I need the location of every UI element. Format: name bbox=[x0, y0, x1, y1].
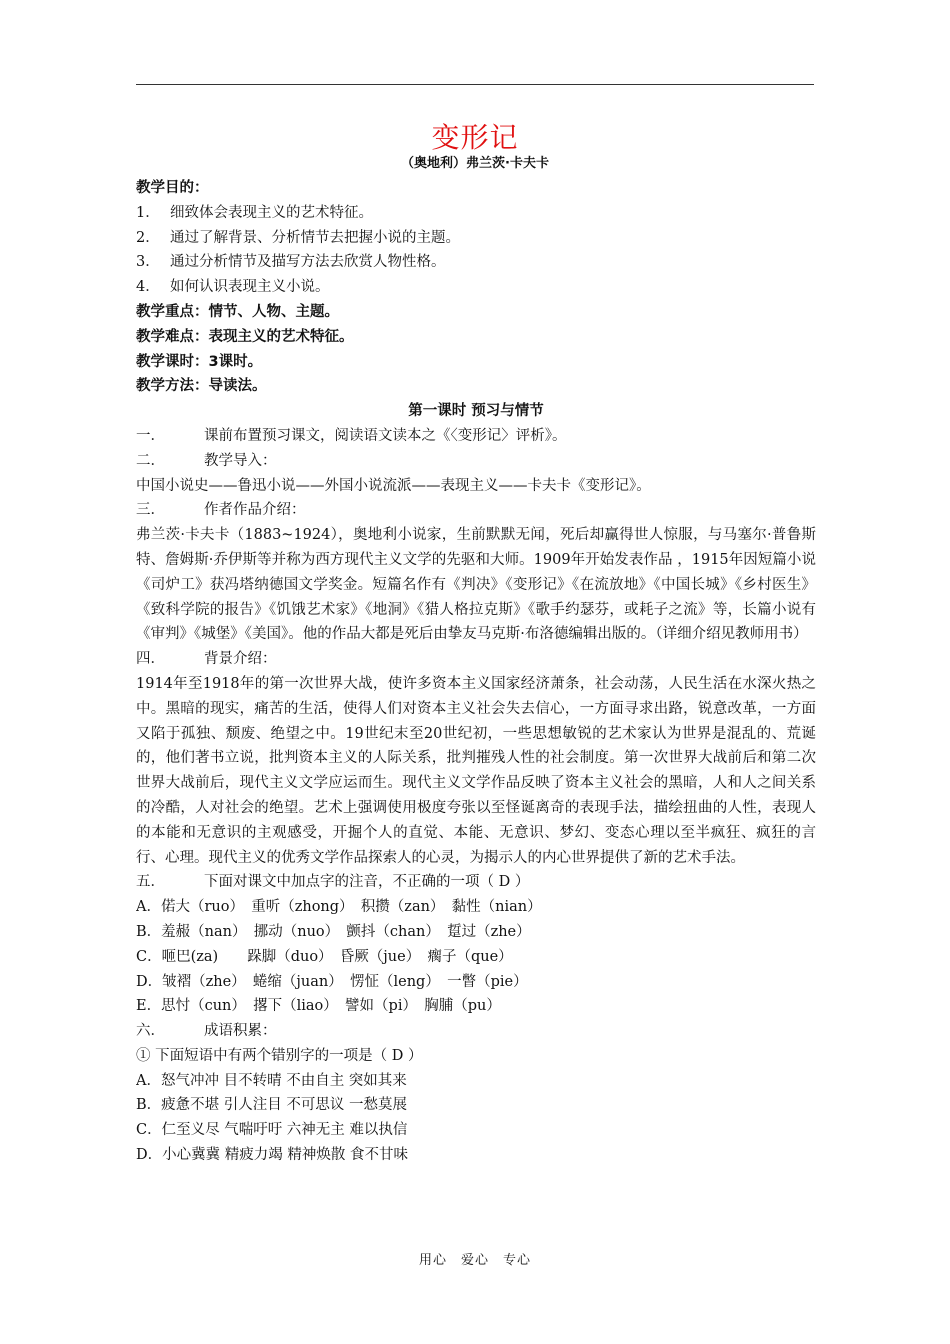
section-number: 三． bbox=[136, 502, 165, 519]
page-footer: 用心 爱心 专心 bbox=[418, 1253, 531, 1268]
section-text: 课前布置预习课文，阅读语文读本之《〈变形记〉评析》。 bbox=[204, 427, 567, 444]
section-number: 四． bbox=[136, 651, 165, 668]
meta-label: 教学难点： bbox=[136, 328, 209, 345]
meta-label: 教学方法： bbox=[136, 378, 209, 395]
meta-method bbox=[136, 374, 816, 399]
meta-value: 情节、人物、主题。 bbox=[208, 303, 339, 320]
section-4-body: 1914年至1918年的第一次世界大战，使许多资本主义国家经济萧条，社会动荡，人民生活在水深火热之中。黑暗的现实，痛苦的生活，使得人们对资本主义社会失去信心，一方面寻求出路，锐意改革，一方面又陷于孤独、颓废、绝望之中。19世纪末至20世纪初，一些思想敏锐的艺术家认为世界是混乱的、荒诞的，他们著书立说，批判资本主义的人际关系，批判摧残人性的社会制度。第一次世界大战前后和第二次世界大战前后，现代主义文学应运而生。现代主义文学作品反映了资本主义社会的黑暗，人和人之间关系的冷酷，人对社会的绝望。艺术上强调使用极度夸张以至怪诞离奇的表现手法，描绘扭曲的人性，表现人的本能和无意识的主观感受，开掘个人的直觉、本能、无意识、梦幻、变态心理以至半疯狂、疯狂的言行、心理。现代主义的优秀文学作品探索人的心灵，为揭示人的内心世界提供了新的艺术手法。 bbox=[136, 675, 816, 866]
question-option: A．偌大（ruo） 重听（zhong） 积攒（zan） 黏性（nian） bbox=[136, 899, 542, 916]
question-option: B．疲惫不堪 引人注目 不可思议 一愁莫展 bbox=[136, 1097, 407, 1114]
document-subtitle: （奥地利）弗兰茨·卡夫卡 bbox=[401, 156, 549, 171]
meta-difficulty bbox=[136, 325, 816, 350]
section-text: 成语积累： bbox=[204, 1023, 277, 1040]
section-number: 五． bbox=[136, 874, 165, 891]
question-option: C．仁至义尽 气喘吁吁 六神无主 难以执信 bbox=[136, 1122, 408, 1139]
header-rule bbox=[136, 84, 814, 85]
goal-text: 通过分析情节及描写方法去欣赏人物性格。 bbox=[170, 254, 446, 271]
section-6 bbox=[136, 1019, 816, 1044]
section-4 bbox=[136, 647, 816, 672]
question-option: C．咂巴(za) 跺脚（duo） 昏厥（jue） 瘸子（que） bbox=[136, 948, 513, 965]
section-3 bbox=[136, 498, 816, 523]
meta-value: 3课时。 bbox=[208, 353, 263, 370]
goal-number: 3． bbox=[136, 254, 160, 271]
goal-text: 如何认识表现主义小说。 bbox=[170, 279, 330, 296]
section-text: 下面对课文中加点字的注音，不正确的一项（ D ） bbox=[204, 874, 530, 891]
section-text: 作者作品介绍： bbox=[204, 502, 306, 519]
question-option: D．小心冀冀 精疲力竭 精神焕散 食不甘味 bbox=[136, 1147, 408, 1164]
goal-text: 细致体会表现主义的艺术特征。 bbox=[170, 204, 373, 221]
question-option: A．怒气冲冲 目不转晴 不由自主 突如其来 bbox=[136, 1072, 407, 1089]
meta-label: 教学重点： bbox=[136, 303, 209, 320]
lesson-heading: 第一课时 预习与情节 bbox=[408, 403, 544, 420]
goal-text: 通过了解背景、分析情节去把握小说的主题。 bbox=[170, 229, 460, 246]
question-option: D．皱褶（zhe） 蜷缩（juan） 愣怔（leng） 一瞥（pie） bbox=[136, 973, 528, 990]
goal-number: 2． bbox=[136, 229, 160, 246]
meta-value: 表现主义的艺术特征。 bbox=[208, 328, 354, 345]
section-number: 六． bbox=[136, 1023, 165, 1040]
section-5 bbox=[136, 870, 816, 895]
section-text: 教学导入： bbox=[204, 452, 277, 469]
goal-item bbox=[136, 250, 816, 275]
question-option: B．羞赧（nan） 挪动（nuo） 颤抖（chan） 踅过（zhe） bbox=[136, 923, 531, 940]
section-number: 一． bbox=[136, 427, 165, 444]
section-3-body: 弗兰茨·卡夫卡（1883~1924），奥地利小说家，生前默默无闻，死后却赢得世人惊服，与马塞尔·普鲁斯特、詹姆斯·乔伊斯等并称为西方现代主义文学的先驱和大师。1909年开始发表作品 ，1915年因短篇小说《司炉工》获冯塔纳德国文学奖金。短篇名作有《判决》《变形记》《在流放地》《中国长城》《乡村医生》《致科学院的报告》《饥饿艺术家》《地洞》《猎人格拉克斯》《歌手约瑟芬，或耗子之流》等，长篇小说有《审判》《城堡》《美国》。他的作品大都是死后由挚友马克斯·布洛德编辑出版的。（详细介绍见教师用书） bbox=[136, 527, 816, 643]
question-option: E．思忖（cun） 撂下（liao） 譬如（pi） 胸脯（pu） bbox=[136, 998, 501, 1015]
meta-label: 教学课时： bbox=[136, 353, 209, 370]
goal-item bbox=[136, 226, 816, 251]
goal-item bbox=[136, 275, 816, 300]
document-title: 变形记 bbox=[431, 121, 519, 154]
goal-number: 4． bbox=[136, 279, 160, 296]
document-body bbox=[136, 176, 816, 1168]
goal-item bbox=[136, 201, 816, 226]
section-1 bbox=[136, 424, 816, 449]
idiom-question: ① 下面短语中有两个错别字的一项是（ D ） bbox=[136, 1047, 423, 1064]
meta-key-points bbox=[136, 300, 816, 325]
goals-heading: 教学目的： bbox=[136, 180, 209, 196]
meta-value: 导读法。 bbox=[208, 378, 267, 395]
section-2-body: 中国小说史——鲁迅小说——外国小说流派——表现主义——卡夫卡《变形记》。 bbox=[136, 477, 651, 494]
section-number: 二． bbox=[136, 452, 165, 469]
section-text: 背景介绍： bbox=[204, 651, 277, 668]
section-2 bbox=[136, 449, 816, 474]
meta-hours bbox=[136, 350, 816, 375]
goal-number: 1． bbox=[136, 204, 160, 221]
